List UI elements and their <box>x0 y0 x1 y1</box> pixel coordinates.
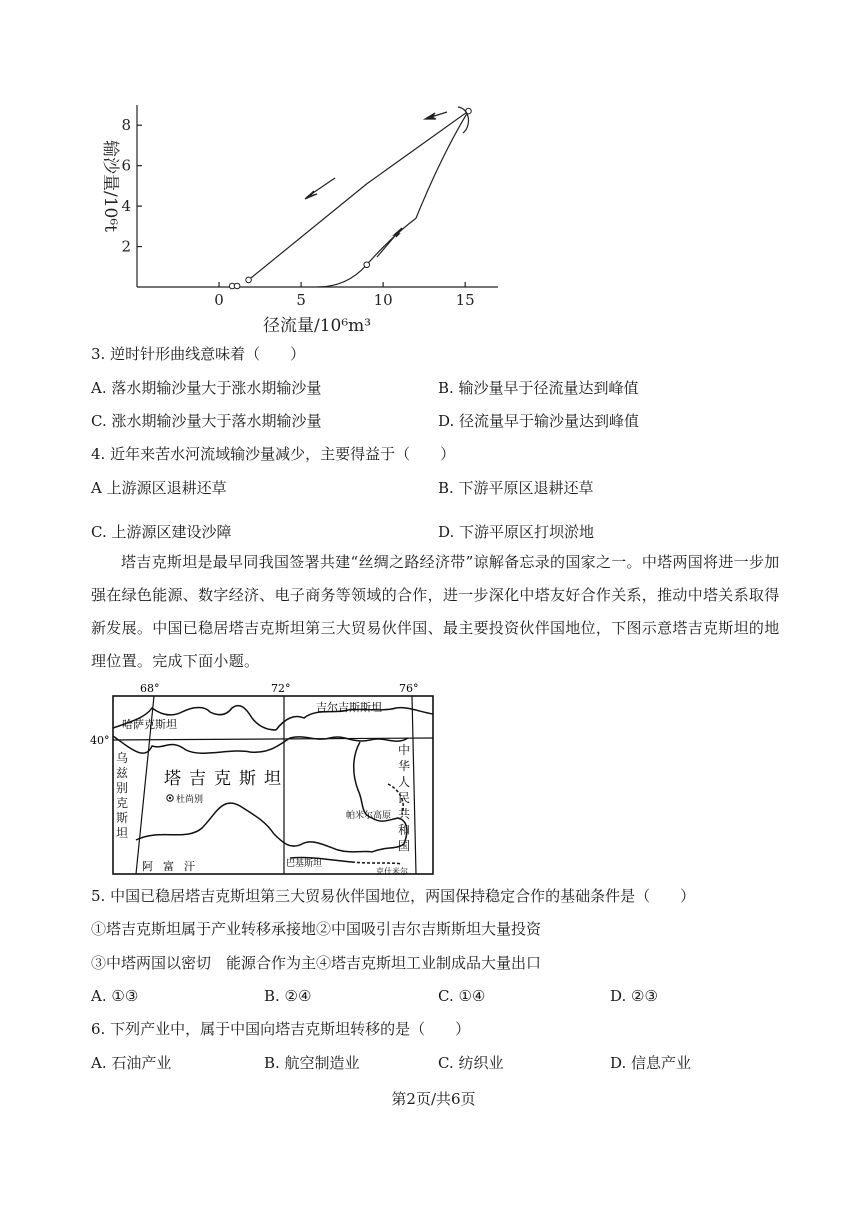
x-tick-label-1: 5 <box>296 291 306 309</box>
q5-statements-1: ①塔吉克斯坦属于产业转移承接地②中国吸引吉尔吉斯斯坦大量投资 <box>91 920 542 938</box>
y-axis-label: 输沙量/10⁶t <box>100 140 120 233</box>
page-footer: 第2页/共6页 <box>391 1090 476 1108</box>
chart-axes <box>137 105 498 287</box>
border-pakistan-dashed <box>352 862 402 864</box>
data-point-2 <box>246 277 252 283</box>
label-kazakhstan: 哈萨克斯坦 <box>122 718 177 731</box>
svg-text:中: 中 <box>398 743 411 757</box>
q6-option-a[interactable]: A. 石油产业 <box>91 1054 172 1072</box>
data-point-1 <box>234 283 240 289</box>
q6-stem: 6. 下列产业中，属于中国向塔吉克斯坦转移的是（ ） <box>91 1020 471 1038</box>
capital-marker <box>167 795 173 801</box>
q5-statements-2: ③中塔两国以密切 能源合作为主④塔吉克斯坦工业制成品大量出口 <box>91 954 542 972</box>
x-tick-label-3: 15 <box>455 291 475 309</box>
y-tick-label-2: 6 <box>121 156 131 175</box>
label-tajikistan: 塔吉克斯坦 <box>164 769 289 789</box>
lon-72-label: 72° <box>271 682 291 695</box>
label-kyrgyzstan: 吉尔吉斯斯坦 <box>316 701 382 714</box>
q4-stem: 4. 近年来苦水河流域输沙量减少，主要得益于（ ） <box>91 445 456 463</box>
x-tick-label-2: 10 <box>373 291 393 309</box>
svg-text:国: 国 <box>398 839 411 853</box>
label-china <box>398 742 410 853</box>
q4-option-c[interactable]: C. 上游源区建设沙障 <box>91 523 232 541</box>
y-tick-label-1: 4 <box>121 197 131 216</box>
q6-option-c[interactable]: C. 纺织业 <box>438 1054 504 1072</box>
q5-option-a[interactable]: A. ①③ <box>91 987 139 1005</box>
data-point-3 <box>364 262 370 268</box>
label-pakistan: 巴基斯坦 <box>286 859 323 869</box>
border-taj-afghan <box>136 803 372 852</box>
lon-68-label: 68° <box>140 682 160 695</box>
y-tick-label-3: 8 <box>121 116 131 135</box>
x-tick-label-0: 0 <box>214 291 224 309</box>
passage: 塔吉克斯坦是最早同我国签署共建“丝绸之路经济带”谅解备忘录的国家之一。中塔两国将进一步加强在绿色能源、数字经济、电子商务等领域的合作，进一步深化中塔友好合作关系，推动中塔关系取得新发展。中国已稳居塔吉克斯坦第三大贸易伙伴国、最主要投资伙伴国地位，下图示意塔吉克斯坦的地理位置。完成下面小题。 <box>91 553 780 670</box>
svg-text:别: 别 <box>116 781 129 795</box>
q6-option-d[interactable]: D. 信息产业 <box>610 1054 692 1072</box>
q5-stem: 5. 中国已稳居塔吉克斯坦第三大贸易伙伴国地位，两国保持稳定合作的基础条件是（ ） <box>91 887 696 905</box>
q5-option-c[interactable]: C. ①④ <box>438 987 486 1005</box>
direction-arrows <box>305 107 468 257</box>
label-afghanistan: 阿富汗 <box>142 860 205 873</box>
lat-40-label: 40° <box>90 734 110 747</box>
x-axis-label: 径流量/10⁶m³ <box>263 316 372 336</box>
q4-option-d[interactable]: D. 下游平原区打坝淤地 <box>438 523 595 541</box>
q6-option-b[interactable]: B. 航空制造业 <box>264 1054 360 1072</box>
svg-text:兹: 兹 <box>116 766 129 780</box>
label-dushanbe: 杜尚别 <box>176 795 204 805</box>
svg-text:乌: 乌 <box>116 751 129 765</box>
series-falling-limb <box>249 111 469 280</box>
q3-option-c[interactable]: C. 涨水期输沙量大于落水期输沙量 <box>91 412 322 430</box>
svg-text:人: 人 <box>398 775 411 789</box>
q3-option-b[interactable]: B. 输沙量早于径流量达到峰值 <box>438 379 639 397</box>
svg-text:克: 克 <box>116 796 129 810</box>
q5-option-b[interactable]: B. ②④ <box>264 987 312 1005</box>
q5-option-d[interactable]: D. ②③ <box>610 987 658 1005</box>
tajikistan-map <box>90 678 440 878</box>
svg-text:斯: 斯 <box>116 811 129 825</box>
q3-option-a[interactable]: A. 落水期输沙量大于涨水期输沙量 <box>91 379 322 397</box>
q4-option-a[interactable]: A 上游源区退耕还草 <box>91 479 227 497</box>
sediment-runoff-chart <box>95 95 515 340</box>
label-pamir: 帕米尔高原 <box>346 811 392 821</box>
lon-76-label: 76° <box>399 682 419 695</box>
q4-option-b[interactable]: B. 下游平原区退耕还草 <box>438 479 594 497</box>
y-tick-label-0: 2 <box>121 237 131 256</box>
svg-text:和: 和 <box>398 823 411 837</box>
arrow-falling-head <box>305 191 317 199</box>
q3-option-d[interactable]: D. 径流量早于输沙量达到峰值 <box>438 412 640 430</box>
q3-stem: 3. 逆时针形曲线意味着（ ） <box>91 345 306 363</box>
label-kashmir: 克什米尔 <box>376 867 408 876</box>
label-uzbekistan <box>116 750 129 840</box>
svg-text:坦: 坦 <box>116 826 129 840</box>
svg-text:共: 共 <box>398 807 411 821</box>
series-rising-limb <box>318 111 469 287</box>
svg-text:民: 民 <box>398 791 411 805</box>
svg-text:华: 华 <box>398 759 411 773</box>
